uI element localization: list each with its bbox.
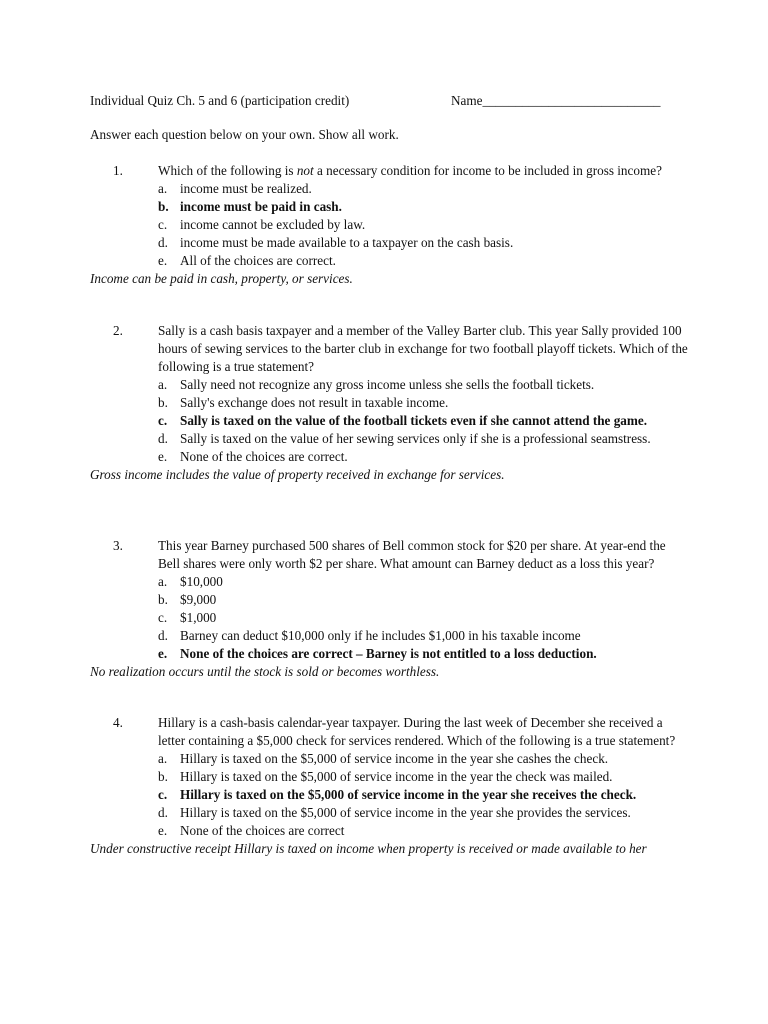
answer-explanation: Under constructive receipt Hillary is taxed on income when property is received or made available to her <box>90 841 647 856</box>
question-stem: Sally is a cash basis taxpayer and a member of the Valley Barter club. This year Sally provided 100 hours of sewing services to the barter club in exchange for two football playoff tickets. Which of the following is a true statement? <box>158 323 688 374</box>
choice-c: c. $1,000 <box>158 610 217 625</box>
choice-d: d. income must be made available to a taxpayer on the cash basis. <box>158 235 514 250</box>
choice-c-correct: c. Hillary is taxed on the $5,000 of service income in the year she receives the check. <box>158 787 637 802</box>
name-field: Name___________________________ <box>451 93 661 108</box>
question-number: 3. <box>113 538 123 553</box>
choice-list <box>158 750 690 840</box>
answer-explanation: Income can be paid in cash, property, or services. <box>90 271 353 286</box>
question-number: 4. <box>113 715 123 730</box>
question-stem: This year Barney purchased 500 shares of Bell common stock for $20 per share. At year-end the Bell shares were only worth $2 per share. What amount can Barney deduct as a loss this year? <box>158 538 666 571</box>
choice-e: e. All of the choices are correct. <box>158 253 336 268</box>
answer-explanation: Gross income includes the value of property received in exchange for services. <box>90 467 505 482</box>
choice-d: d. Barney can deduct $10,000 only if he includes $1,000 in his taxable income <box>158 628 581 643</box>
choice-b: b. Sally's exchange does not result in taxable income. <box>158 395 449 410</box>
choice-e-correct: e. None of the choices are correct – Barney is not entitled to a loss deduction. <box>158 646 597 661</box>
choice-c: c. income cannot be excluded by law. <box>158 217 366 232</box>
instructions: Answer each question below on your own. Show all work. <box>90 127 399 142</box>
answer-explanation: No realization occurs until the stock is sold or becomes worthless. <box>90 664 440 679</box>
choice-e: e. None of the choices are correct. <box>158 449 348 464</box>
question-stem: Hillary is a cash-basis calendar-year taxpayer. During the last week of December she received a letter containing a $5,000 check for services rendered. Which of the following is a true statement? <box>158 715 676 748</box>
choice-a: a. Sally need not recognize any gross income unless she sells the football tickets. <box>158 377 595 392</box>
emphasis-text: not <box>296 163 314 178</box>
choice-c-correct: c. Sally is taxed on the value of the football tickets even if she cannot attend the game. <box>158 413 648 428</box>
question-stem: Which of the following is not a necessary condition for income to be included in gross income? <box>158 163 662 178</box>
question-number: 1. <box>113 163 123 178</box>
question-3 <box>90 537 690 681</box>
choice-list <box>158 376 690 466</box>
question-number: 2. <box>113 323 123 338</box>
quiz-header <box>90 92 690 110</box>
choice-b: b. Hillary is taxed on the $5,000 of service income in the year the check was mailed. <box>158 769 613 784</box>
choice-d: d. Sally is taxed on the value of her sewing services only if she is a professional seamstress. <box>158 431 651 446</box>
question-1 <box>90 162 690 288</box>
question-4 <box>90 714 690 858</box>
choice-b: b. $9,000 <box>158 592 217 607</box>
choice-a: a. Hillary is taxed on the $5,000 of service income in the year she cashes the check. <box>158 751 609 766</box>
choice-a: a. income must be realized. <box>158 181 312 196</box>
question-2 <box>90 322 690 484</box>
choice-list <box>158 180 690 270</box>
quiz-title: Individual Quiz Ch. 5 and 6 (participation credit) <box>90 93 350 108</box>
choice-e: e. None of the choices are correct <box>158 823 345 838</box>
choice-a: a. $10,000 <box>158 574 223 589</box>
choice-b-correct: b. income must be paid in cash. <box>158 199 342 214</box>
choice-d: d. Hillary is taxed on the $5,000 of service income in the year she provides the services. <box>158 805 631 820</box>
choice-list <box>158 573 690 663</box>
